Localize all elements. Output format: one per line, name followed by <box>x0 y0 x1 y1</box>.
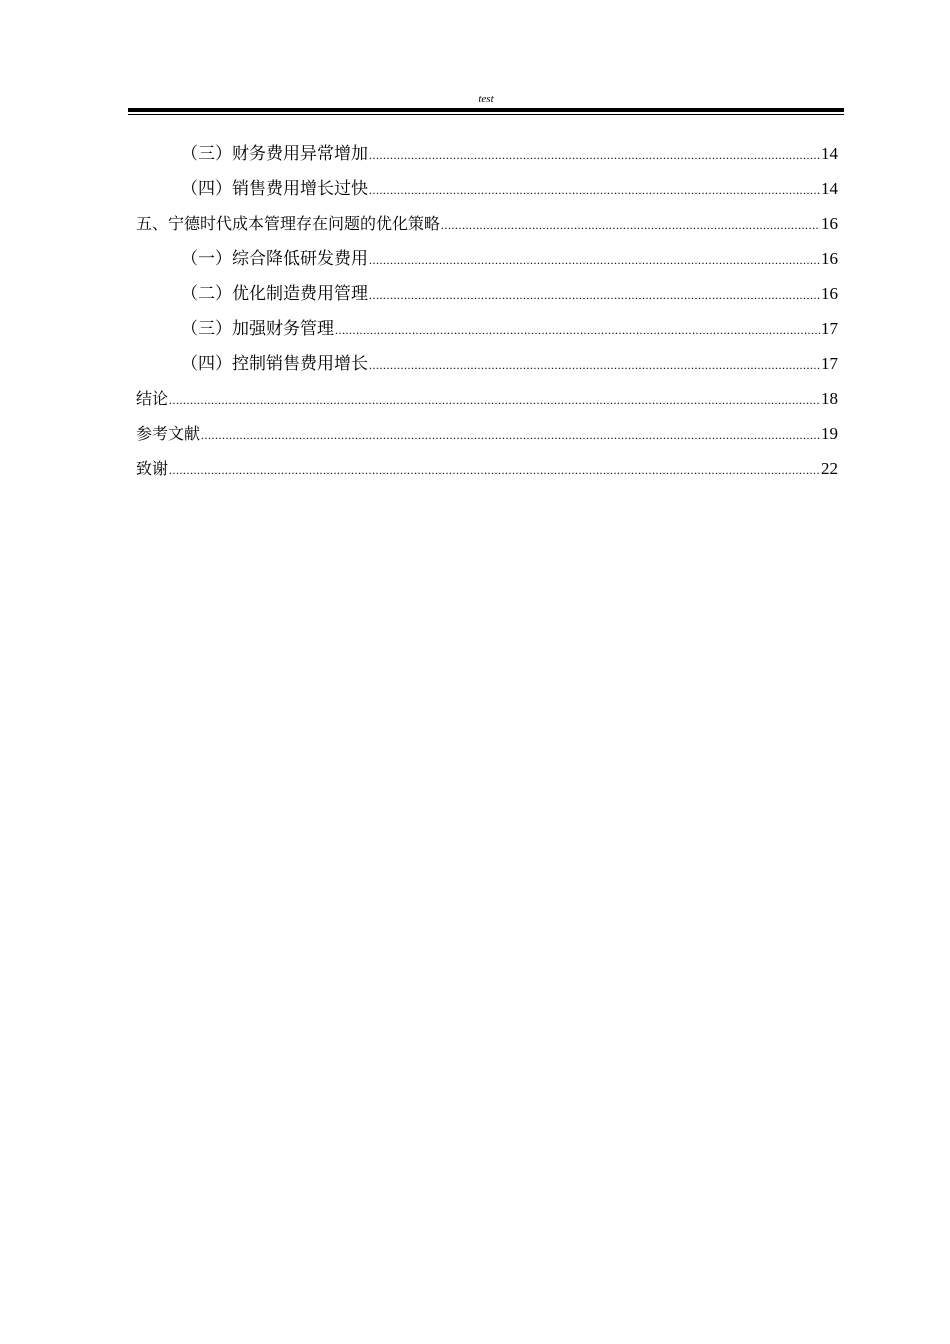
toc-dot-leader <box>369 281 820 309</box>
toc-entry-page: 17 <box>821 319 838 338</box>
toc-dot-leader <box>369 176 820 204</box>
toc-dot-leader <box>169 456 820 484</box>
toc-entry-title: 结论 <box>136 389 169 408</box>
toc-entry[interactable] <box>136 245 838 280</box>
toc-entry-page: 16 <box>821 284 838 303</box>
toc-entry[interactable] <box>136 420 838 455</box>
toc-dot-leader <box>369 246 820 274</box>
page-header-text: test <box>478 93 494 105</box>
toc-dot-leader <box>369 351 820 379</box>
toc-entry-title: 致谢 <box>136 459 169 478</box>
toc-dot-leader <box>169 386 820 414</box>
toc-entry-page: 16 <box>821 214 838 233</box>
toc-entry-title: （二）优化制造费用管理 <box>181 284 368 303</box>
toc-entry[interactable] <box>136 385 838 420</box>
header-rule-thin <box>128 114 844 115</box>
toc-entry-page: 14 <box>821 144 838 163</box>
toc-entry-page: 22 <box>821 459 838 478</box>
toc-entry[interactable] <box>136 455 838 490</box>
toc-entry-title: 参考文献 <box>136 424 201 443</box>
toc-entry-title: （三）财务费用异常增加 <box>181 144 368 163</box>
toc-entry[interactable] <box>136 350 838 385</box>
toc-entry-title: （四）控制销售费用增长 <box>181 354 368 373</box>
toc-entry[interactable] <box>136 175 838 210</box>
header-rule-thick <box>128 108 844 112</box>
table-of-contents <box>136 140 838 490</box>
toc-entry-page: 19 <box>821 424 838 443</box>
toc-dot-leader <box>369 141 820 169</box>
toc-entry[interactable] <box>136 140 838 175</box>
toc-entry-page: 18 <box>821 389 838 408</box>
toc-entry[interactable] <box>136 315 838 350</box>
toc-entry[interactable] <box>136 280 838 315</box>
toc-entry-title: （四）销售费用增长过快 <box>181 179 368 198</box>
toc-dot-leader <box>335 316 820 344</box>
toc-dot-leader <box>441 211 820 239</box>
toc-dot-leader <box>201 421 820 449</box>
toc-entry-title: （三）加强财务管理 <box>181 319 334 338</box>
toc-entry-page: 14 <box>821 179 838 198</box>
toc-entry-page: 16 <box>821 249 838 268</box>
toc-entry[interactable] <box>136 210 838 245</box>
toc-entry-title: 五、宁德时代成本管理存在问题的优化策略 <box>136 214 441 233</box>
toc-entry-title: （一）综合降低研发费用 <box>181 249 368 268</box>
toc-entry-page: 17 <box>821 354 838 373</box>
